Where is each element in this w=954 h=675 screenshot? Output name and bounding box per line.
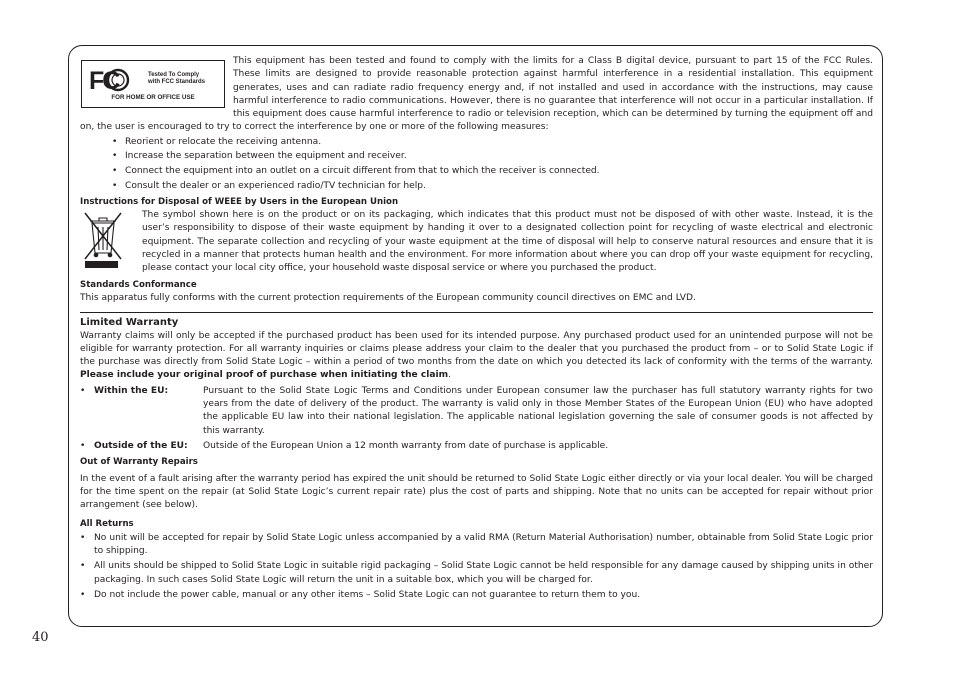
- warranty-intro: Warranty claims will only be accepted if the purchased product has been used for its intended purpose. Any purchased product used for an unintended purpose will not be eligible for warranty protection. For all warranty inquiries or claims please address your claim to the dealer that you purchased the product from – or to Solid State Logic if the purchase was directly from Solid State Logic – within a period of two months from the date on which you detected its lack of conformity with the terms of the warranty. Please include your original proof of purchase when initiating the claim.: [80, 330, 873, 381]
- warranty-outside-eu: • Outside of the EU: Outside of the European Union a 12 month warranty from date of purchase is applicable.: [80, 440, 873, 453]
- repairs-heading: Out of Warranty Repairs: [80, 457, 198, 468]
- fcc-home-label: FOR HOME OR OFFICE USE: [111, 93, 195, 101]
- list-item: • Connect the equipment into an outlet on a circuit different from that to which the receiver is connected.: [112, 165, 873, 178]
- section-divider: [80, 312, 873, 313]
- repairs-text: In the event of a fault arising after the warranty period has expired the unit should be returned to Solid State Logic either directly or via your local dealer. You will be charged for the time spent on the repair (at Solid State Logic’s current repair rate) plus the cost of parts and shipping. Note that no units can be accepted for repair without prior arrangement (see below).: [80, 473, 873, 511]
- list-item: • Consult the dealer or an experienced radio/TV technician for help.: [112, 180, 873, 193]
- within-eu-text: Pursuant to the Solid State Logic Terms and Conditions under European consumer law the purchaser has full statutory warranty rights for two years from the date of delivery of the product. The warranty is valid only in those Member States of the European Union (EU) who have adopted the applicable EU law into their national legislation. The applicable national legislation governing the sale of consumer goods is not affected by this warranty.: [203, 385, 873, 436]
- list-item: • Reorient or relocate the receiving antenna.: [112, 136, 873, 149]
- returns-heading: All Returns: [80, 519, 134, 530]
- list-item: • All units should be shipped to Solid State Logic in suitable rigid packaging – Solid State Logic cannot be held responsible for any damage caused by shipping units in other packaging. In such cases Solid State Logic will return the unit in a suitable box, which you will be charged for.: [80, 560, 873, 587]
- fcc-tested-label: Tested To Comply with FCC Standards: [148, 72, 206, 85]
- fcc-paragraph: This equipment has been tested and found to comply with the limits for a Class B digital device, pursuant to part 15 of the FCC Rules. These limits are designed to provide reasonable protection against harmful interference in a residential installation. This equipment generates, uses and can radiate radio frequency energy and, if not installed and used in accordance with the instructions, may cause harmful interference to radio communications. However, there is no guarantee that interference will not occur in a particular installation. If this equipment does cause harmful interference to radio or television reception, which can be determined by turning the equipment off and on, the user is encouraged to try to correct the interference by one or more of the following measures:: [80, 56, 873, 133]
- proof-of-purchase-note: Please include your original proof of purchase when initiating the claim: [80, 370, 449, 381]
- page-number: 40: [32, 630, 49, 645]
- fcc-compliance-badge: [81, 60, 225, 108]
- outside-eu-label: Outside of the EU:: [94, 440, 188, 451]
- standards-text: This apparatus fully conforms with the current protection requirements of the European community council directives on EMC and LVD.: [80, 292, 696, 303]
- standards-heading: Standards Conformance: [80, 279, 197, 290]
- warranty-title: Limited Warranty: [80, 317, 179, 329]
- list-item: • Do not include the power cable, manual or any other items – Solid State Logic can not guarantee to return them to you.: [80, 589, 873, 602]
- list-item: • Increase the separation between the equipment and receiver.: [112, 150, 873, 163]
- crossed-bin-icon: [80, 209, 128, 269]
- returns-list: [80, 532, 873, 602]
- weee-text: The symbol shown here is on the product or on its packaging, which indicates that this product must not be disposed of with other waste. Instead, it is the user’s responsibility to dispose of their waste equipment by handing it over to a designated collection point for recycling of waste electrical and electronic equipment. The separate collection and recycling of your waste equipment at the time of disposal will help to conserve natural resources and ensure that it is recycled in a manner that protects human health and the environment. For more information about where you can drop off your waste equipment for recycling, please contact your local city office, your household waste disposal service or where you purchased the product.: [142, 210, 873, 274]
- warranty-within-eu: • Within the EU: Pursuant to the Solid State Logic Terms and Conditions under European consumer law the purchaser has full statutory warranty rights for two years from the date of delivery of the product. The warranty is valid only in those Member States of the European Union (EU) who have adopted the applicable EU law into their national legislation. The applicable national legislation governing the sale of consumer goods is not affected by this warranty.: [80, 385, 873, 438]
- svg-text:FC: FC: [89, 67, 119, 94]
- document-body: [80, 55, 873, 604]
- list-item: • No unit will be accepted for repair by Solid State Logic unless accompanied by a valid RMA (Return Material Authorisation) number, obtainable from Solid State Logic prior to shipping.: [80, 532, 873, 559]
- within-eu-label: Within the EU:: [94, 385, 169, 396]
- weee-heading: Instructions for Disposal of WEEE by Users in the European Union: [80, 196, 399, 207]
- weee-section: [80, 209, 873, 275]
- fcc-measures-list: [80, 136, 873, 193]
- outside-eu-text: Outside of the European Union a 12 month warranty from date of purchase is applicable.: [203, 440, 609, 451]
